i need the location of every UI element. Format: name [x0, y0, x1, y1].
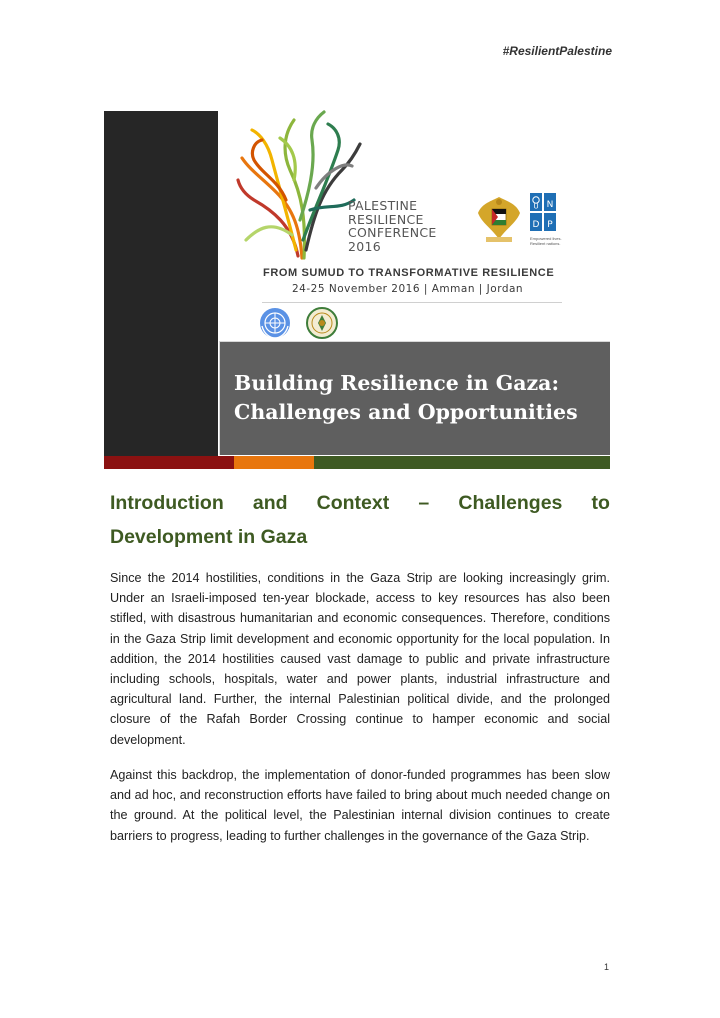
organization-seal-icon [305, 306, 339, 340]
section-heading [110, 486, 610, 554]
cover-title-line: Building Resilience in Gaza: [234, 371, 560, 395]
page-number: 1 [604, 962, 610, 972]
hashtag-header: #ResilientPalestine [502, 44, 612, 58]
undp-tagline-line: Resilient nations. [530, 241, 561, 246]
undp-letter: N [546, 200, 554, 210]
undp-letter: D [532, 220, 540, 230]
heading-word: Introduction [110, 492, 224, 514]
heading-word: Context [316, 492, 390, 514]
section-heading-line: Development in Gaza [110, 526, 308, 548]
united-nations-emblem-icon [258, 306, 292, 340]
undp-letter: U [533, 202, 539, 211]
color-stripe-orange [234, 456, 314, 469]
conference-name-line: PALESTINE [348, 198, 418, 213]
heading-word: to [591, 492, 610, 514]
undp-logo-icon [530, 193, 556, 233]
body-paragraph: Since the 2014 hostilities, conditions in the Gaza Strip are looking increasingly grim. Under an Israeli-imposed ten-year blockade, access to key resources has also been stifled, with disastrous humanitarian and economic consequences. Therefore, conditions in the Gaza Strip limit development and economic opportunity for the local population. In addition, the 2014 hostilities caused vast damage to public and private infrastructure including schools, hospitals, water and power plants, industrial infrastructure and agricultural land. Further, the internal Palestinian political divide, and the prolonged closure of the Rafah Border Crossing continue to hamper economic and social development. [110, 571, 610, 747]
undp-letter: P [547, 220, 553, 230]
color-stripe-red [104, 456, 234, 469]
cover-title-line: Challenges and Opportunities [234, 400, 578, 424]
conference-name-line: CONFERENCE [348, 225, 437, 240]
conference-name [348, 199, 437, 253]
color-stripe-green [314, 456, 610, 469]
cover-dark-bar [104, 111, 218, 456]
section-heading-line [110, 486, 610, 520]
body-paragraph: Against this backdrop, the implementation of donor-funded programmes has been slow and ad hoc, and reconstruction efforts have failed to bring about much needed change on the ground. At the political level, the Palestinian internal division continues to create barriers to progress, leading to further challenges in the governance of the Gaza Strip. [110, 768, 610, 843]
heading-word: Challenges [458, 492, 563, 514]
conference-dateline: 24-25 November 2016 | Amman | Jordan [292, 283, 524, 295]
conference-name-line: 2016 [348, 238, 382, 254]
conference-name-line: RESILIENCE [348, 211, 424, 227]
conference-tagline: FROM SUMUD TO TRANSFORMATIVE RESILIENCE [263, 267, 555, 279]
cover-title-box [219, 341, 610, 455]
divider [262, 302, 562, 303]
undp-tagline [530, 236, 562, 246]
undp-tagline-line: Empowered lives. [530, 236, 562, 241]
heading-word: and [252, 492, 288, 514]
tree-logo-icon [232, 100, 362, 260]
palestinian-authority-emblem-icon [476, 193, 522, 245]
heading-word: – [418, 492, 430, 514]
